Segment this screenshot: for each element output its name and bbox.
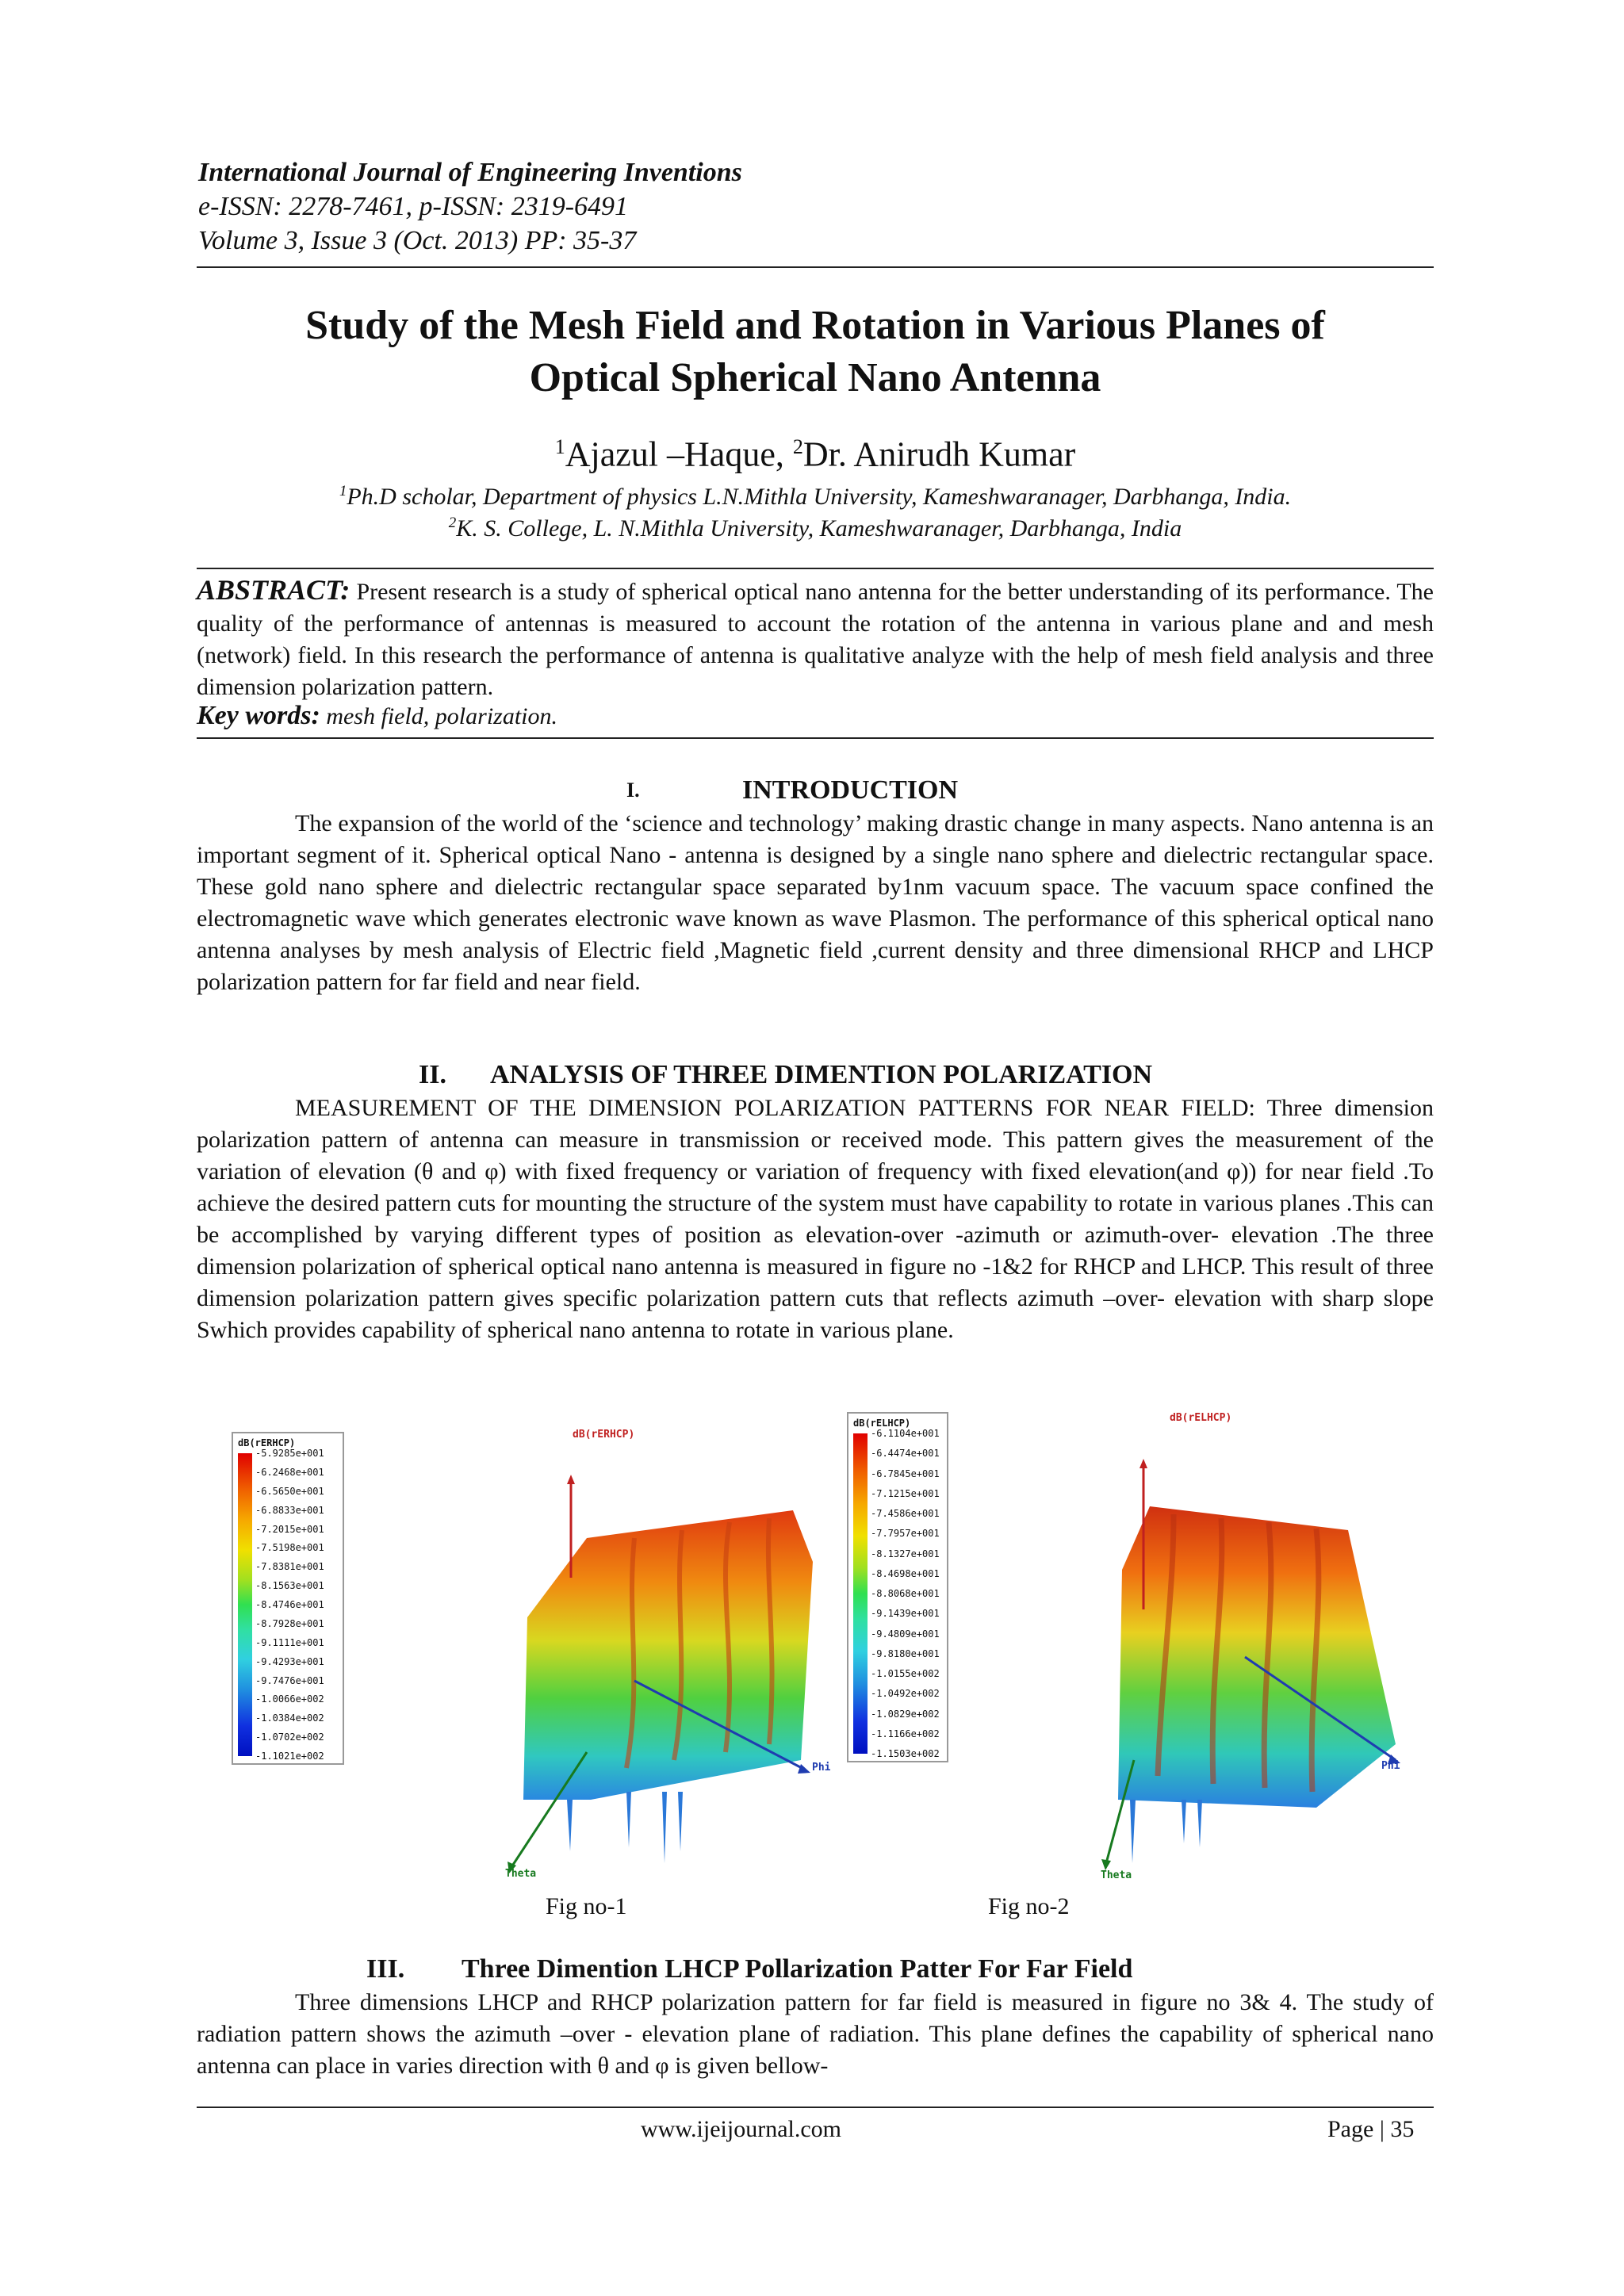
paper-title [197, 300, 1434, 404]
title-line-1: Study of the Mesh Field and Rotation in Various Planes of [305, 303, 1325, 348]
keywords [197, 700, 1434, 733]
fig1-phi-arrow [798, 1764, 810, 1774]
fig2-theta-arrow [1101, 1859, 1111, 1870]
fig1-legend-value: -6.8833e+001 [255, 1504, 324, 1516]
section-2-number: II. [419, 1060, 446, 1089]
keywords-label: Key words: [197, 701, 320, 730]
fig2-legend-value: -6.4474e+001 [871, 1448, 940, 1460]
section-3-number: III. [366, 1954, 405, 1984]
fig2-legend-value: -9.8180e+001 [871, 1647, 940, 1659]
section-2-body [197, 1093, 1434, 1346]
section-3-body [197, 1987, 1434, 2082]
journal-volume: Volume 3, Issue 3 (Oct. 2013) PP: 35-37 [198, 226, 637, 255]
fig1-caption: Fig no-1 [546, 1893, 627, 1919]
fig1-legend-value: -8.1563e+001 [255, 1580, 324, 1592]
fig2-legend-value: -9.4809e+001 [871, 1628, 940, 1640]
affiliation-1-marker: 1 [339, 483, 347, 499]
fig2-legend-value: -7.4586e+001 [871, 1508, 940, 1519]
section-1-number: I. [626, 779, 640, 802]
fig1-z-arrow [567, 1475, 575, 1484]
title-line-2: Optical Spherical Nano Antenna [529, 355, 1101, 400]
fig1-legend-value: -5.9285e+001 [255, 1448, 324, 1459]
fig1-legend-value: -6.2468e+001 [255, 1466, 324, 1478]
affiliation-2-text: K. S. College, L. N.Mithla University, Kameshwaranager, Darbhanga, India [456, 515, 1182, 541]
fig1-legend-value: -9.7476e+001 [255, 1674, 324, 1686]
fig1-legend-value: -7.2015e+001 [255, 1523, 324, 1535]
abstract-text: Present research is a study of spherical optical nano antenna for the better understanding of its performance. The quality of the performance of antennas is measured to account the rotation of the antenna in various plane and and mesh (network) field. In this research the performance of antenna is qualitative analyze with the help of mesh field analysis and three dimension polarization pattern. [197, 579, 1434, 700]
fig2-legend-value: -1.0155e+002 [871, 1668, 940, 1679]
fig1-spikes [567, 1792, 683, 1863]
fig2-legend-value: -6.1104e+001 [871, 1428, 940, 1439]
journal-name: International Journal of Engineering Inventions [198, 158, 742, 187]
fig1-legend-value: -7.5198e+001 [255, 1542, 324, 1554]
fig2-legend-title: dB(rELHCP) [853, 1418, 911, 1429]
section-1-text: The expansion of the world of the ‘science and technology’ making drastic change in many aspects. Nano antenna is an important segment of it. Spherical optical Nano - antenna is designed by a single nano sphere and dielectric rectangular space. These gold nano sphere and dielectric rectangular space separated by1nm vacuum space. The vacuum space confined the electromagnetic wave which generates electronic wave known as wave Plasmon. The performance of this spherical optical nano antenna analyses by mesh analysis of Electric field ,Magnetic field ,current density and three dimensional RHCP and LHCP polarization pattern for far field and near field. [197, 810, 1434, 995]
author-1-marker: 1 [554, 435, 565, 458]
fig2-legend-value: -1.0829e+002 [871, 1708, 940, 1720]
fig1-theta-label: Theta [505, 1868, 537, 1880]
keywords-text: mesh field, polarization. [320, 703, 557, 729]
fig2-caption: Fig no-2 [988, 1893, 1070, 1919]
affiliation-1-text: Ph.D scholar, Department of physics L.N.Mithla University, Kameshwaranager, Darbhanga, India. [347, 484, 1292, 510]
journal-header [198, 155, 1435, 258]
fig2-colorbar [853, 1433, 868, 1754]
footer-url: www.ijeijournal.com [641, 2116, 841, 2142]
fig2-legend-value: -7.1215e+001 [871, 1487, 940, 1499]
fig1-legend-value: -1.1021e+002 [255, 1751, 324, 1762]
fig1-legend-title: dB(rERHCP) [238, 1437, 296, 1448]
fig1-colorbar-legend [232, 1432, 344, 1765]
affiliation-2 [197, 507, 1434, 545]
fig2-spikes [1130, 1800, 1202, 1863]
fig2-legend-value: -8.8068e+001 [871, 1588, 940, 1599]
fig1-phi-label: Phi [812, 1762, 831, 1774]
author-2: Dr. Anirudh Kumar [802, 434, 1076, 474]
section-1-body [197, 808, 1434, 998]
abstract-top-rule [197, 568, 1434, 569]
fig1-legend-value: -9.4293e+001 [255, 1655, 324, 1667]
fig2-legend-value: -1.0492e+002 [871, 1688, 940, 1700]
author-list [197, 427, 1434, 476]
abstract-bottom-rule [197, 737, 1434, 739]
section-3-title: Three Dimention LHCP Pollarization Patter For Far Field [462, 1954, 1133, 1984]
fig2-legend-value: -8.4698e+001 [871, 1567, 940, 1579]
fig1-z-axis-label: dB(rERHCP) [573, 1429, 635, 1441]
fig2-legend-value: -6.7845e+001 [871, 1468, 940, 1479]
fig2-theta-label: Theta [1101, 1869, 1132, 1881]
abstract-label: ABSTRACT: [197, 574, 350, 606]
section-2-text: MEASUREMENT OF THE DIMENSION POLARIZATION PATTERNS FOR NEAR FIELD: Three dimension polarization pattern of antenna can measure in transmission or received mode. This pattern gives the measurement of the variation of elevation (θ and φ) with fixed frequency or variation of frequency with fixed elevation(and φ)) for near field .To achieve the desired pattern cuts for mounting the structure of the system must have capability to rotate in various planes .This can be accomplished by varying different types of position as elevation-over -azimuth or azimuth-over- elevation .The three dimension polarization of spherical optical nano antenna is measured in figure no -1&2 for RHCP and LHCP. This result of three dimension polarization pattern gives specific polarization pattern cuts that reflects azimuth –over- elevation with sharp slope Swhich provides capability of spherical nano antenna to rotate in various plane. [197, 1095, 1434, 1343]
fig2-colorbar-legend [847, 1412, 948, 1762]
fig1-legend-value: -1.0066e+002 [255, 1693, 324, 1705]
author-1: Ajazul –Haque, [565, 434, 793, 474]
fig1-legend-value: -8.7928e+001 [255, 1617, 324, 1629]
section-1-title: INTRODUCTION [742, 775, 959, 805]
abstract [197, 574, 1434, 703]
fig1-legend-value: -7.8381e+001 [255, 1561, 324, 1573]
fig2-legend-value: -9.1439e+001 [871, 1608, 940, 1620]
fig2-3d-plot [1086, 1411, 1435, 1887]
fig1-legend-value: -6.5650e+001 [255, 1485, 324, 1497]
section-2-title: ANALYSIS OF THREE DIMENTION POLARIZATION [490, 1060, 1153, 1089]
journal-issn: e-ISSN: 2278-7461, p-ISSN: 2319-6491 [198, 192, 629, 221]
fig2-legend-value: -7.7957e+001 [871, 1528, 940, 1540]
fig1-colorbar [238, 1453, 252, 1756]
fig1-legend-value: -9.1111e+001 [255, 1636, 324, 1648]
fig1-legend-value: -1.0384e+002 [255, 1712, 324, 1724]
footer-rule [197, 2107, 1434, 2108]
fig1-legend-value: -1.0702e+002 [255, 1732, 324, 1743]
fig1-3d-plot [492, 1419, 841, 1887]
fig2-legend-value: -1.1166e+002 [871, 1728, 940, 1739]
author-2-marker: 2 [792, 435, 803, 458]
fig2-legend-value: -1.1503e+002 [871, 1748, 940, 1759]
fig2-phi-label: Phi [1381, 1760, 1400, 1772]
fig1-legend-value: -8.4746e+001 [255, 1599, 324, 1610]
fig2-z-axis-label: dB(rELHCP) [1170, 1412, 1232, 1424]
affiliation-2-marker: 2 [448, 515, 457, 531]
fig2-z-arrow [1139, 1459, 1147, 1468]
fig2-legend-value: -8.1327e+001 [871, 1548, 940, 1559]
footer-page-number: Page | 35 [1327, 2116, 1415, 2142]
section-3-text: Three dimensions LHCP and RHCP polarization pattern for far field is measured in figure no 3& 4. The study of radiation pattern shows the azimuth –over - elevation plane of radiation. This plane defines the capability of spherical nano antenna can place in varies direction with θ and φ is given bellow- [197, 1989, 1434, 2079]
header-rule [197, 266, 1434, 268]
